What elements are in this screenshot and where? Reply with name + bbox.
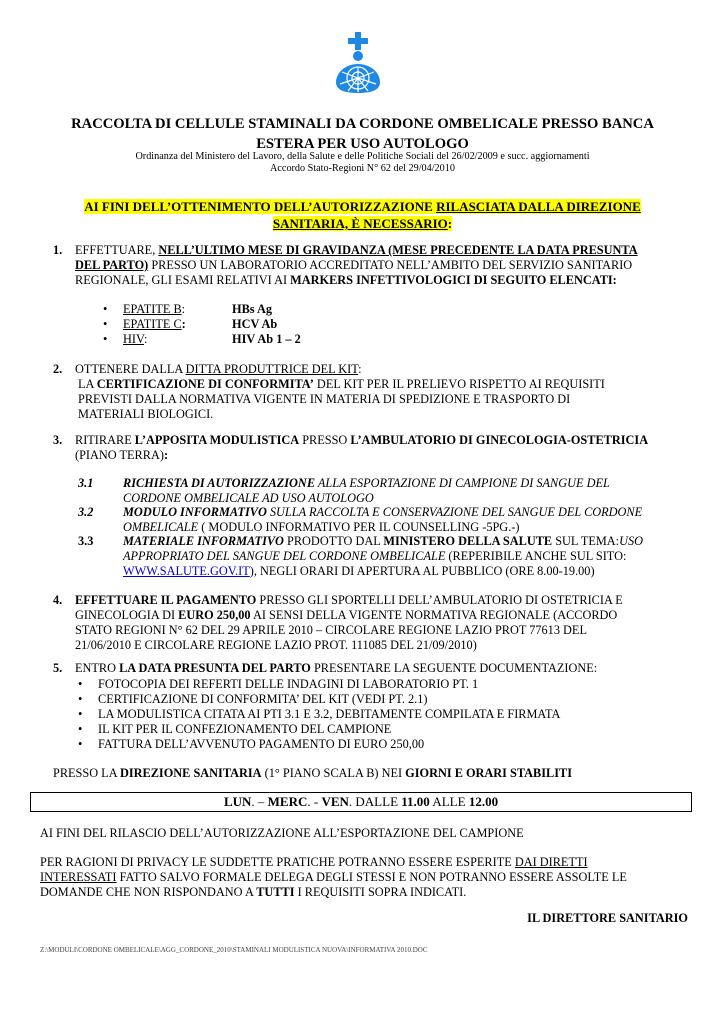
item-4-number: 4. bbox=[53, 593, 63, 607]
intro-heading bbox=[40, 198, 685, 215]
marker-epatite-c: • EPATITE C: bbox=[103, 317, 186, 331]
doc-text: FOTOCOPIA DEI REFERTI DELLE INDAGINI DI LABORATORIO PT. 1 bbox=[98, 677, 479, 691]
item-1-number: 1. bbox=[53, 243, 63, 257]
intro-part-3: SANITARIA, È NECESSARIO bbox=[272, 216, 448, 231]
schedule-end-time: 12.00 bbox=[468, 794, 499, 809]
closing-paragraph-2-line-3 bbox=[40, 885, 466, 900]
item-2-text-d: LA bbox=[78, 377, 97, 391]
signature-director: IL DIRETTORE SANITARIO bbox=[527, 911, 688, 925]
schedule-sep: . - bbox=[307, 794, 322, 809]
item-2-text-e: CERTIFICAZIONE DI CONFORMITA’ bbox=[96, 377, 314, 391]
marker-label: HIV bbox=[123, 332, 144, 346]
item-2-line-1 bbox=[75, 362, 362, 377]
item-3-text-f: : bbox=[163, 448, 169, 462]
item-2-text-f: DEL KIT PER IL PRELIEVO RISPETTO AI REQUISITI bbox=[313, 377, 605, 391]
doc-item-3: • LA MODULISTICA CITATA AI PTI 3.1 E 3.2, DEBITAMENTE COMPILATA E FIRMATA bbox=[78, 707, 561, 721]
closing-text-d: FATTO SALVO FORMALE DELEGA DEGLI STESSI E NON POTRANNO ESSERE ASSOLTE LE bbox=[116, 870, 627, 884]
item-3-line-2 bbox=[75, 448, 168, 463]
presso-text-b: DIREZIONE SANITARIA bbox=[119, 766, 262, 780]
item-1-text-d: PRESSO UN LABORATORIO ACCREDITATO NELL’AMBITO DEL SERVIZIO SANITARIO bbox=[148, 258, 633, 272]
document-title-line-2: ESTERA PER USO AUTOLOGO bbox=[256, 136, 469, 152]
closing-text-e: DOMANDE CHE NON RISPONDANO A bbox=[40, 885, 257, 899]
doc-text: IL KIT PER IL CONFEZIONAMENTO DEL CAMPIONE bbox=[98, 722, 392, 736]
subitem-3-3-text-c: MINISTERO DELLA SALUTE bbox=[383, 534, 553, 548]
item-5-text-a: ENTRO bbox=[75, 661, 120, 675]
item-2-text-c: : bbox=[358, 362, 362, 376]
item-1-text-f: MARKERS INFETTIVOLOGICI DI SEGUITO ELENCATI: bbox=[290, 273, 617, 287]
item-1-line-2 bbox=[75, 258, 690, 273]
subitem-3-1-number: 3.1 bbox=[78, 476, 94, 490]
marker-sep: : bbox=[143, 332, 148, 346]
item-2-line-2 bbox=[78, 377, 605, 392]
subitem-3-2-text-d: ( MODULO INFORMATIVO PER IL COUNSELLING -5PG.-) bbox=[198, 520, 520, 534]
item-2-text-a: OTTENERE DALLA bbox=[75, 362, 186, 376]
subitem-3-3-title: MATERIALE INFORMATIVO bbox=[123, 534, 284, 548]
item-3-text-b: L’APPOSITA MODULISTICA bbox=[134, 433, 300, 447]
item-4-text-b: PRESSO GLI SPORTELLI DELL’AMBULATORIO DI OSTETRICIA E bbox=[256, 593, 623, 607]
marker-label: EPATITE B bbox=[123, 302, 182, 316]
closing-text-b: DAI DIRETTI bbox=[514, 855, 588, 869]
subitem-3-3-line-3 bbox=[123, 564, 595, 579]
ministry-website-link[interactable]: WWW.SALUTE.GOV.IT bbox=[123, 564, 250, 578]
subitem-3-2-number: 3.2 bbox=[78, 505, 94, 519]
subitem-3-2-title: MODULO INFORMATIVO bbox=[123, 505, 267, 519]
item-3-number: 3. bbox=[53, 433, 63, 447]
item-1-text-b: NELL’ULTIMO MESE DI GRAVIDANZA (MESE PRECEDENTE LA DATA PRESUNTA bbox=[158, 243, 638, 257]
item-3-text-c: PRESSO bbox=[299, 433, 351, 447]
item-4-line-1 bbox=[75, 593, 690, 608]
subitem-3-2-text-c: OMBELICALE bbox=[123, 520, 199, 534]
item-3-line-1 bbox=[75, 433, 690, 448]
subitem-3-1-title: RICHIESTA DI AUTORIZZAZIONE bbox=[123, 476, 316, 490]
subitem-3-3-text-b: PRODOTTO DAL bbox=[283, 534, 384, 548]
schedule-from: . DALLE bbox=[348, 794, 402, 809]
subitem-3-3-text-e: USO bbox=[619, 534, 644, 548]
doc-text: FATTURA DELL’AVVENUTO PAGAMENTO DI EURO 250,00 bbox=[98, 737, 425, 751]
item-2-line-3: PREVISTI DALLA NORMATIVA VIGENTE IN MATERIA DI SPEDIZIONE E TRASPORTO DI bbox=[78, 392, 571, 406]
marker-value-hbsag: HBs Ag bbox=[232, 302, 272, 316]
intro-part-1: AI FINI DELL’OTTENIMENTO DELL’AUTORIZZAZIONE bbox=[84, 199, 437, 214]
marker-label: EPATITE C bbox=[123, 317, 182, 331]
doc-item-1: • FOTOCOPIA DEI REFERTI DELLE INDAGINI DI LABORATORIO PT. 1 bbox=[78, 677, 479, 691]
subitem-3-1-text: ALLA ESPORTAZIONE DI CAMPIONE DI SANGUE DEL bbox=[315, 476, 610, 490]
subitem-3-3-number: 3.3 bbox=[78, 534, 94, 548]
doc-text: CERTIFICAZIONE DI CONFORMITA’ DEL KIT (VEDI PT. 2.1) bbox=[98, 692, 428, 706]
closing-text-a: PER RAGIONI DI PRIVACY LE SUDDETTE PRATICHE POTRANNO ESSERE ESPERITE bbox=[40, 855, 515, 869]
item-5-number: 5. bbox=[53, 661, 63, 675]
marker-epatite-b: • EPATITE B: bbox=[103, 302, 186, 316]
subitem-3-3-text-g: (REPERIBILE ANCHE SUL SITO: bbox=[445, 549, 627, 563]
subtitle-ordinance: Ordinanza del Ministero del Lavoro, della Salute e delle Politiche Sociali del 26/02/2009 e succ. aggiornamenti bbox=[135, 151, 590, 162]
item-3-text-d: L’AMBULATORIO DI GINECOLOGIA-OSTETRICIA bbox=[350, 433, 649, 447]
closing-paragraph-1: AI FINI DEL RILASCIO DELL’AUTORIZZAZIONE ALL’ESPORTAZIONE DEL CAMPIONE bbox=[40, 826, 524, 840]
item-5-text-b: LA DATA PRESUNTA DEL PARTO bbox=[119, 661, 311, 675]
doc-item-5: • FATTURA DELL’AVVENUTO PAGAMENTO DI EURO 250,00 bbox=[78, 737, 425, 751]
closing-text-f: TUTTI bbox=[256, 885, 295, 899]
item-4-line-4: 21/06/2010 E CIRCOLARE REGIONE LAZIO PROT. 111085 DEL 21/09/2010) bbox=[75, 638, 477, 652]
subitem-3-2-line-2 bbox=[123, 520, 519, 535]
marker-sep: : bbox=[181, 317, 186, 331]
marker-value-hivab: HIV Ab 1 – 2 bbox=[232, 332, 301, 346]
presso-text-a: PRESSO LA bbox=[53, 766, 120, 780]
schedule-start-time: 11.00 bbox=[401, 794, 430, 809]
item-4-text-a: EFFETTUARE IL PAGAMENTO bbox=[75, 593, 257, 607]
item-5-text-c: PRESENTARE LA SEGUENTE DOCUMENTAZIONE: bbox=[310, 661, 598, 675]
item-4-line-3: STATO REGIONI N° 62 DEL 29 APRILE 2010 – CIRCOLARE REGIONE LAZIO PROT 77613 DEL bbox=[75, 623, 587, 637]
intro-part-4: : bbox=[447, 216, 453, 231]
item-4-text-e: AI SENSI DELLA VIGENTE NORMATIVA REGIONALE (ACCORDO bbox=[250, 608, 618, 622]
subitem-3-3-text-d: SUL TEMA: bbox=[552, 534, 620, 548]
doc-text: LA MODULISTICA CITATA AI PTI 3.1 E 3.2, DEBITAMENTE COMPILATA E FIRMATA bbox=[98, 707, 561, 721]
presso-line bbox=[53, 766, 572, 781]
intro-heading-line-2 bbox=[40, 215, 685, 232]
item-1-line-1 bbox=[75, 243, 690, 258]
doc-item-2: • CERTIFICAZIONE DI CONFORMITA’ DEL KIT (VEDI PT. 2.1) bbox=[78, 692, 428, 706]
document-title-line-1: RACCOLTA DI CELLULE STAMINALI DA CORDONE OMBELICALE PRESSO BANCA bbox=[71, 116, 654, 132]
subitem-3-3-line-1 bbox=[123, 534, 643, 549]
item-4-text-d: EURO 250,00 bbox=[178, 608, 251, 622]
schedule-to: ALLE bbox=[429, 794, 469, 809]
item-5-line-1 bbox=[75, 661, 597, 676]
item-1-text-e: REGIONALE, GLI ESAMI RELATIVI AI bbox=[75, 273, 291, 287]
closing-text-g: I REQUISITI SOPRA INDICATI. bbox=[294, 885, 467, 899]
item-3-text-e: (PIANO TERRA) bbox=[75, 448, 164, 462]
subitem-3-3-line-2 bbox=[123, 549, 626, 564]
closing-paragraph-2-line-1 bbox=[40, 855, 690, 870]
item-1-text-a: EFFETTUARE, bbox=[75, 243, 159, 257]
item-4-text-c: GINECOLOGIA DI bbox=[75, 608, 179, 622]
item-3-text-a: RITIRARE bbox=[75, 433, 135, 447]
presso-text-c: (1° PIANO SCALA B) NEI bbox=[261, 766, 406, 780]
schedule-box bbox=[30, 792, 692, 812]
closing-paragraph-2-line-2 bbox=[40, 870, 690, 885]
marker-value-hcvab: HCV Ab bbox=[232, 317, 278, 331]
subitem-3-2-line-1 bbox=[123, 505, 642, 520]
subitem-3-2-text: SULLA RACCOLTA E CONSERVAZIONE DEL SANGUE DEL CORDONE bbox=[266, 505, 643, 519]
subitem-3-1-line-1 bbox=[123, 476, 610, 491]
schedule-day-wed: MERC bbox=[267, 794, 308, 809]
subitem-3-3-text-h: ), NEGLI ORARI DI APERTURA AL PUBBLICO (ORE 8.00-19.00) bbox=[249, 564, 595, 578]
subitem-3-3-text-f: APPROPRIATO DEL SANGUE DEL CORDONE OMBELICALE bbox=[123, 549, 446, 563]
item-2-number: 2. bbox=[53, 362, 63, 376]
institution-logo-icon bbox=[328, 30, 388, 94]
item-1-text-c: DEL PARTO) bbox=[75, 258, 149, 272]
item-1-line-3 bbox=[75, 273, 690, 288]
intro-part-2: RILASCIATA DALLA DIREZIONE bbox=[436, 199, 641, 214]
presso-text-d: GIORNI E ORARI STABILITI bbox=[405, 766, 573, 780]
file-path-footer: Z:\MODULI\CORDONE OMBELICALE\AGG_CORDONE_2010\STAMINALI MODULISTICA NUOVA\INFORMATIVA 2010.DOC bbox=[40, 946, 428, 954]
marker-hiv: • HIV: bbox=[103, 332, 148, 346]
item-2-text-b: DITTA PRODUTTRICE DEL KIT bbox=[185, 362, 359, 376]
schedule-day-mon: LUN bbox=[223, 794, 252, 809]
item-2-line-4: MATERIALI BIOLOGICI. bbox=[78, 407, 214, 421]
subitem-3-1-line-2: CORDONE OMBELICALE AD USO AUTOLOGO bbox=[123, 491, 374, 505]
closing-text-c: INTERESSATI bbox=[40, 870, 117, 884]
schedule-day-fri: VEN bbox=[321, 794, 349, 809]
marker-sep: : bbox=[181, 302, 186, 316]
schedule-sep: . – bbox=[251, 794, 268, 809]
doc-item-4: • IL KIT PER IL CONFEZIONAMENTO DEL CAMPIONE bbox=[78, 722, 392, 736]
subtitle-agreement: Accordo Stato-Regioni N° 62 del 29/04/2010 bbox=[270, 163, 455, 174]
item-4-line-2 bbox=[75, 608, 690, 623]
